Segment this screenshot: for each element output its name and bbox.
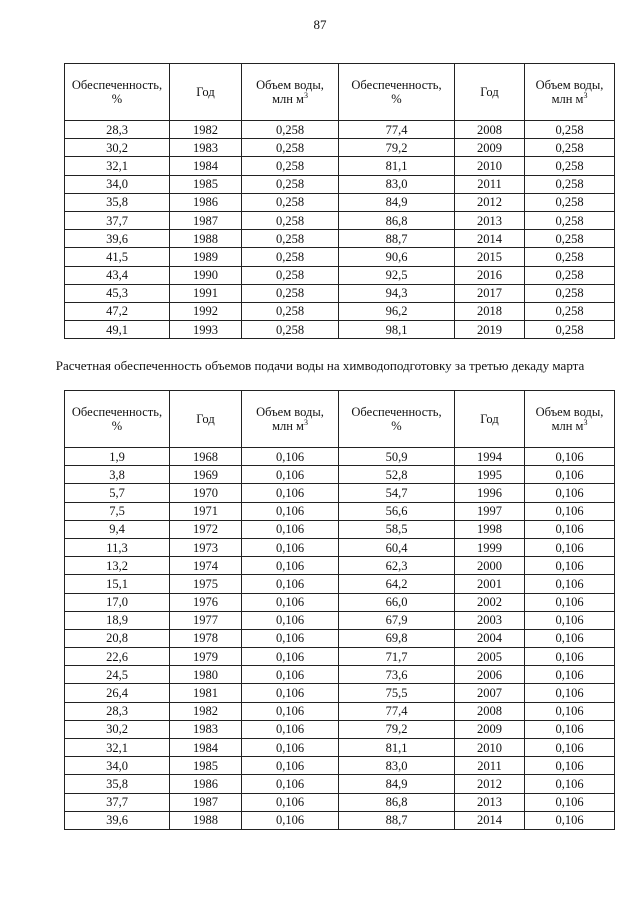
table-cell: 26,4 [65, 684, 170, 702]
table-cell: 1990 [170, 266, 242, 284]
table-cell: 1971 [170, 502, 242, 520]
table-cell: 32,1 [65, 739, 170, 757]
table-cell: 0,106 [525, 629, 615, 647]
table-row [65, 720, 615, 738]
table-cell: 0,106 [525, 648, 615, 666]
table-cell: 7,5 [65, 502, 170, 520]
table-cell: 56,6 [339, 502, 455, 520]
table-row [65, 211, 615, 229]
table-cell: 39,6 [65, 230, 170, 248]
table-row [65, 248, 615, 266]
table-cell: 0,258 [242, 230, 339, 248]
table-cell: 28,3 [65, 121, 170, 139]
table-cell: 45,3 [65, 284, 170, 302]
table-cell: 1988 [170, 230, 242, 248]
table-cell: 3,8 [65, 466, 170, 484]
table-row [65, 321, 615, 339]
table-cell: 1986 [170, 193, 242, 211]
table-cell: 0,258 [242, 139, 339, 157]
table-cell: 1985 [170, 175, 242, 193]
table-cell: 81,1 [339, 739, 455, 757]
table-cell: 0,106 [242, 811, 339, 829]
table-row [65, 157, 615, 175]
table-cell: 2004 [455, 629, 525, 647]
table-cell: 2002 [455, 593, 525, 611]
table-cell: 1980 [170, 666, 242, 684]
table-cell: 1983 [170, 139, 242, 157]
table-cell: 1984 [170, 157, 242, 175]
table-row [65, 611, 615, 629]
header-volume: Объем воды, млн $м^3$ [525, 64, 615, 121]
table-cell: 1975 [170, 575, 242, 593]
table-cell: 77,4 [339, 121, 455, 139]
table-cell: 58,5 [339, 520, 455, 538]
table-cell: 2005 [455, 648, 525, 666]
table-cell: 2014 [455, 230, 525, 248]
table-cell: 20,8 [65, 629, 170, 647]
table-cell: 83,0 [339, 757, 455, 775]
table-cell: 1979 [170, 648, 242, 666]
table-cell: 0,106 [242, 466, 339, 484]
table-cell: 2001 [455, 575, 525, 593]
table-cell: 0,106 [525, 611, 615, 629]
table-cell: 1969 [170, 466, 242, 484]
header-obesp: Обеспеченность, % [65, 391, 170, 448]
table-cell: 94,3 [339, 284, 455, 302]
table-row [65, 193, 615, 211]
table-cell: 62,3 [339, 557, 455, 575]
table-row [65, 466, 615, 484]
table-cell: 0,258 [525, 139, 615, 157]
table-cell: 0,258 [242, 211, 339, 229]
table-cell: 1972 [170, 520, 242, 538]
table-cell: 2011 [455, 175, 525, 193]
table-row [65, 775, 615, 793]
table-cell: 1982 [170, 702, 242, 720]
table-cell: 0,106 [242, 720, 339, 738]
table-cell: 88,7 [339, 230, 455, 248]
table-cell: 54,7 [339, 484, 455, 502]
table-cell: 0,106 [525, 775, 615, 793]
table-cell: 86,8 [339, 793, 455, 811]
table-cell: 0,106 [242, 575, 339, 593]
table-cell: 0,106 [525, 575, 615, 593]
table-cell: 75,5 [339, 684, 455, 702]
table-cell: 2017 [455, 284, 525, 302]
table-cell: 73,6 [339, 666, 455, 684]
table-cell: 66,0 [339, 593, 455, 611]
table-cell: 2006 [455, 666, 525, 684]
table-cell: 1986 [170, 775, 242, 793]
header-obesp: Обеспеченность, % [65, 64, 170, 121]
table-cell: 2010 [455, 157, 525, 175]
table-cell: 60,4 [339, 538, 455, 556]
table-cell: 64,2 [339, 575, 455, 593]
table-cell: 96,2 [339, 302, 455, 320]
table-cell: 9,4 [65, 520, 170, 538]
table-row [65, 811, 615, 829]
table-cell: 17,0 [65, 593, 170, 611]
table-cell: 0,258 [242, 321, 339, 339]
table-cell: 41,5 [65, 248, 170, 266]
table-cell: 86,8 [339, 211, 455, 229]
table-cell: 0,258 [242, 121, 339, 139]
table-cell: 47,2 [65, 302, 170, 320]
table-cell: 37,7 [65, 211, 170, 229]
table-cell: 0,258 [242, 302, 339, 320]
table-cell: 0,106 [242, 629, 339, 647]
table-cell: 0,106 [242, 448, 339, 466]
header-year: Год [455, 391, 525, 448]
table-row [65, 538, 615, 556]
table-cell: 1994 [455, 448, 525, 466]
table-cell: 0,106 [242, 757, 339, 775]
table-cell: 0,106 [242, 502, 339, 520]
table-cell: 71,7 [339, 648, 455, 666]
table-cell: 1997 [455, 502, 525, 520]
table-cell: 88,7 [339, 811, 455, 829]
table-cell: 30,2 [65, 720, 170, 738]
table-cell: 90,6 [339, 248, 455, 266]
table-cell: 1982 [170, 121, 242, 139]
header-year: Год [170, 391, 242, 448]
table-cell: 0,106 [525, 684, 615, 702]
table-cell: 77,4 [339, 702, 455, 720]
table-cell: 1987 [170, 793, 242, 811]
table-cell: 1985 [170, 757, 242, 775]
table-cell: 1992 [170, 302, 242, 320]
table-cell: 0,106 [525, 466, 615, 484]
table-cell: 0,258 [242, 284, 339, 302]
table-row [65, 175, 615, 193]
table-cell: 1999 [455, 538, 525, 556]
table-cell: 49,1 [65, 321, 170, 339]
header-year: Год [455, 64, 525, 121]
table-cell: 1973 [170, 538, 242, 556]
table-cell: 0,106 [525, 557, 615, 575]
table-cell: 0,258 [525, 284, 615, 302]
table-row [65, 266, 615, 284]
table-row [65, 702, 615, 720]
table-cell: 1995 [455, 466, 525, 484]
table-cell: 1977 [170, 611, 242, 629]
table-cell: 1996 [455, 484, 525, 502]
table-cell: 0,258 [525, 193, 615, 211]
table-cell: 2008 [455, 121, 525, 139]
table-cell: 2009 [455, 139, 525, 157]
table-cell: 1984 [170, 739, 242, 757]
table-cell: 0,106 [525, 757, 615, 775]
table-cell: 50,9 [339, 448, 455, 466]
table-cell: 2018 [455, 302, 525, 320]
table-row [65, 302, 615, 320]
table-cell: 1998 [455, 520, 525, 538]
table-cell: 81,1 [339, 157, 455, 175]
table-cell: 1976 [170, 593, 242, 611]
table-caption: Расчетная обеспеченность объемов подачи воды на химводоподготовку за третью декаду марта [55, 358, 585, 373]
supply-table-2 [64, 390, 615, 830]
table-cell: 0,106 [525, 538, 615, 556]
table-cell: 84,9 [339, 193, 455, 211]
table-cell: 0,258 [242, 248, 339, 266]
table-cell: 30,2 [65, 139, 170, 157]
header-volume: Объем воды, млн $м^3$ [242, 64, 339, 121]
table-cell: 0,106 [525, 593, 615, 611]
table-cell: 79,2 [339, 720, 455, 738]
table-cell: 0,258 [525, 157, 615, 175]
table-cell: 0,106 [242, 484, 339, 502]
table-cell: 0,106 [242, 684, 339, 702]
table-cell: 0,106 [525, 448, 615, 466]
table-row [65, 502, 615, 520]
table-cell: 0,258 [242, 175, 339, 193]
table-cell: 2011 [455, 757, 525, 775]
table-cell: 1968 [170, 448, 242, 466]
table-cell: 2000 [455, 557, 525, 575]
table-cell: 2016 [455, 266, 525, 284]
table-cell: 0,106 [525, 793, 615, 811]
table-row [65, 484, 615, 502]
table-cell: 15,1 [65, 575, 170, 593]
table-cell: 0,106 [525, 720, 615, 738]
table-cell: 11,3 [65, 538, 170, 556]
table-cell: 18,9 [65, 611, 170, 629]
table-cell: 1983 [170, 720, 242, 738]
header-obesp: Обеспеченность, % [339, 391, 455, 448]
table-cell: 2013 [455, 211, 525, 229]
table-cell: 1991 [170, 284, 242, 302]
table-cell: 1970 [170, 484, 242, 502]
table-header-row [65, 391, 615, 448]
table-row [65, 284, 615, 302]
table-cell: 0,106 [525, 520, 615, 538]
table-cell: 0,106 [242, 520, 339, 538]
table-cell: 1988 [170, 811, 242, 829]
table-row [65, 557, 615, 575]
table-cell: 67,9 [339, 611, 455, 629]
table-body [65, 121, 615, 339]
table-cell: 0,106 [242, 557, 339, 575]
table-row [65, 520, 615, 538]
table-cell: 0,106 [525, 702, 615, 720]
page-number: 87 [313, 17, 327, 32]
table-cell: 0,258 [525, 175, 615, 193]
table-cell: 0,258 [525, 121, 615, 139]
table-cell: 2007 [455, 684, 525, 702]
table-cell: 0,106 [242, 666, 339, 684]
table-cell: 2014 [455, 811, 525, 829]
table-cell: 24,5 [65, 666, 170, 684]
table-cell: 35,8 [65, 193, 170, 211]
table-cell: 2015 [455, 248, 525, 266]
table-cell: 2012 [455, 193, 525, 211]
table-cell: 0,258 [525, 302, 615, 320]
table-cell: 0,106 [242, 702, 339, 720]
table-cell: 0,106 [242, 775, 339, 793]
table-cell: 0,106 [242, 611, 339, 629]
table-cell: 79,2 [339, 139, 455, 157]
table-cell: 0,106 [525, 739, 615, 757]
table-cell: 52,8 [339, 466, 455, 484]
table-cell: 0,106 [525, 811, 615, 829]
table-cell: 2008 [455, 702, 525, 720]
table-cell: 0,106 [525, 502, 615, 520]
table-cell: 0,258 [242, 157, 339, 175]
table-cell: 1989 [170, 248, 242, 266]
table-cell: 2010 [455, 739, 525, 757]
table-cell: 0,258 [525, 211, 615, 229]
table-cell: 34,0 [65, 175, 170, 193]
table-cell: 1993 [170, 321, 242, 339]
table-cell: 92,5 [339, 266, 455, 284]
table-cell: 0,258 [525, 321, 615, 339]
table-row [65, 793, 615, 811]
table-cell: 0,106 [242, 793, 339, 811]
table-cell: 2013 [455, 793, 525, 811]
table-row [65, 139, 615, 157]
header-volume: Объем воды, млн $м^3$ [525, 391, 615, 448]
table-cell: 0,258 [525, 266, 615, 284]
table-cell: 84,9 [339, 775, 455, 793]
table-cell: 1974 [170, 557, 242, 575]
table-cell: 13,2 [65, 557, 170, 575]
table-cell: 0,106 [242, 648, 339, 666]
table-cell: 2009 [455, 720, 525, 738]
table-cell: 1987 [170, 211, 242, 229]
header-obesp: Обеспеченность, % [339, 64, 455, 121]
table-cell: 83,0 [339, 175, 455, 193]
supply-table-1 [64, 63, 615, 339]
table-cell: 1978 [170, 629, 242, 647]
table-cell: 22,6 [65, 648, 170, 666]
table-cell: 28,3 [65, 702, 170, 720]
table-cell: 0,258 [525, 248, 615, 266]
table-cell: 1,9 [65, 448, 170, 466]
table-cell: 32,1 [65, 157, 170, 175]
table-cell: 35,8 [65, 775, 170, 793]
table-row [65, 230, 615, 248]
table-cell: 2003 [455, 611, 525, 629]
table-cell: 2019 [455, 321, 525, 339]
table-cell: 98,1 [339, 321, 455, 339]
table-cell: 69,8 [339, 629, 455, 647]
table-row [65, 593, 615, 611]
table-cell: 2012 [455, 775, 525, 793]
table-row [65, 684, 615, 702]
table-cell: 5,7 [65, 484, 170, 502]
table-row [65, 575, 615, 593]
table-cell: 0,258 [242, 266, 339, 284]
table-cell: 34,0 [65, 757, 170, 775]
table-cell: 0,106 [525, 484, 615, 502]
table-cell: 43,4 [65, 266, 170, 284]
header-volume: Объем воды, млн $м^3$ [242, 391, 339, 448]
table-row [65, 648, 615, 666]
header-year: Год [170, 64, 242, 121]
table-cell: 39,6 [65, 811, 170, 829]
table-row [65, 121, 615, 139]
table-cell: 1981 [170, 684, 242, 702]
table-row [65, 757, 615, 775]
table-body [65, 448, 615, 830]
table-cell: 0,258 [242, 193, 339, 211]
table-cell: 0,106 [242, 593, 339, 611]
table-cell: 37,7 [65, 793, 170, 811]
table-row [65, 739, 615, 757]
table-cell: 0,258 [525, 230, 615, 248]
table-cell: 0,106 [242, 739, 339, 757]
table-header-row [65, 64, 615, 121]
table-cell: 0,106 [242, 538, 339, 556]
table-row [65, 448, 615, 466]
table-row [65, 629, 615, 647]
table-row [65, 666, 615, 684]
table-cell: 0,106 [525, 666, 615, 684]
